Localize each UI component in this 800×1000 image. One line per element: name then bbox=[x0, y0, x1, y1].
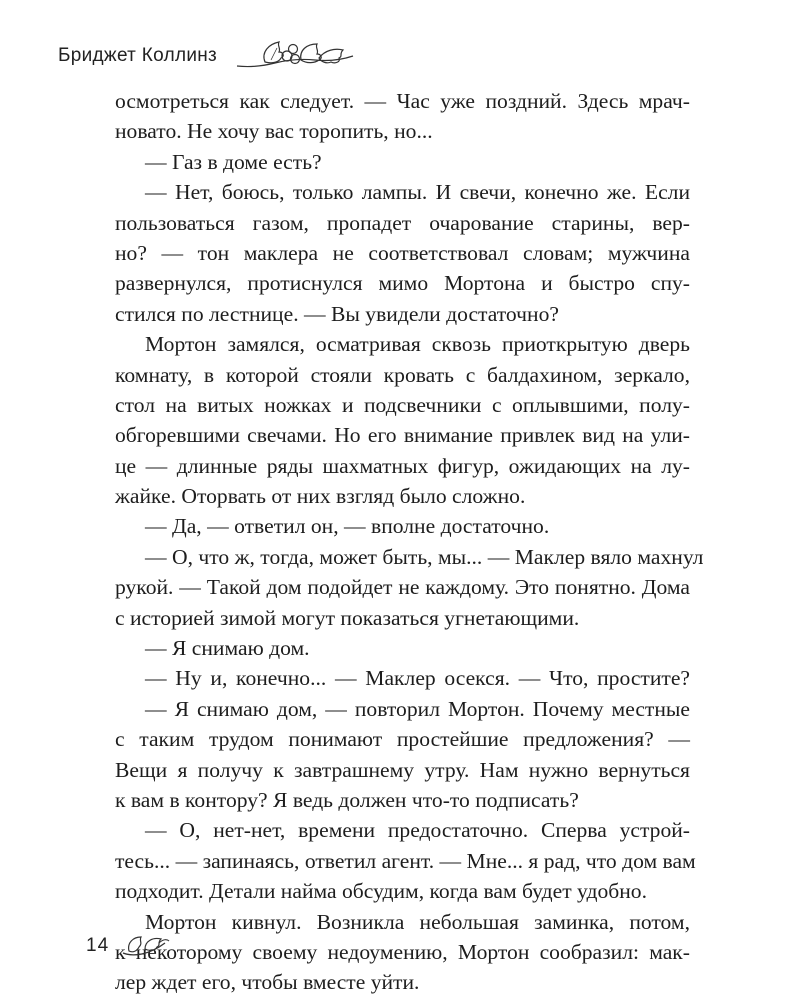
text-line: — Нет, боюсь, только лампы. И свечи, конечно же. Если bbox=[145, 180, 690, 205]
text-line: к некоторому своему недоумению, Мортон сообразил: мак- bbox=[115, 939, 690, 964]
holly-sprig-icon bbox=[235, 36, 357, 76]
text-line: — О, что ж, тогда, может быть, мы... — Маклер вяло махнул bbox=[145, 544, 704, 569]
text-line: но? — тон маклера не соответствовал словам; мужчина bbox=[115, 240, 690, 265]
text-line: — Ну и, конечно... — Маклер осекся. — Что, простите? bbox=[145, 666, 690, 691]
text-line: — О, нет-нет, времени предостаточно. Сперва устрой- bbox=[145, 818, 690, 843]
text-line: развернулся, протиснулся мимо Мортона и быстро спу- bbox=[115, 271, 690, 296]
text-line: — Я снимаю дом, — повторил Мортон. Почему местные bbox=[145, 696, 690, 721]
text-line: подходит. Детали найма обсудим, когда вам будет удобно. bbox=[115, 879, 647, 904]
text-line: с историей зимой могут показаться угнетающими. bbox=[115, 605, 580, 630]
body-text bbox=[115, 86, 704, 998]
text-line: осмотреться как следует. — Час уже поздний. Здесь мрач- bbox=[115, 89, 690, 113]
text-line: стился по лестнице. — Вы увидели достаточно? bbox=[115, 301, 559, 326]
text-line: рукой. — Такой дом подойдет не каждому. Это понятно. Дома bbox=[115, 575, 690, 600]
text-line: комнату, в которой стояли кровать с балдахином, зеркало, bbox=[115, 362, 690, 387]
text-line: — Я снимаю дом. bbox=[145, 636, 310, 661]
page-footer bbox=[86, 928, 171, 964]
text-line: стол на витых ножках и подсвечники с оплывшими, полу- bbox=[115, 392, 690, 417]
text-line: пользоваться газом, пропадет очарование старины, вер- bbox=[115, 210, 690, 235]
text-line: с таким трудом понимают простейшие предложения? — bbox=[115, 727, 690, 752]
text-line: Мортон замялся, осматривая сквозь приоткрытую дверь bbox=[145, 332, 690, 357]
text-line: це — длинные ряды шахматных фигур, ожидающих на лу- bbox=[115, 453, 690, 478]
page-number: 14 bbox=[86, 935, 110, 956]
text-line: лер ждет его, чтобы вместе уйти. bbox=[115, 970, 420, 995]
text-line: — Газ в доме есть? bbox=[145, 149, 322, 174]
author-name: Бриджет Коллинз bbox=[58, 45, 218, 66]
text-line: — Да, — ответил он, — вполне достаточно. bbox=[145, 514, 550, 539]
running-head bbox=[58, 36, 357, 76]
text-line: обгоревшими свечами. Но его внимание привлек вид на ули- bbox=[115, 423, 690, 448]
text-line: новато. Не хочу вас торопить, но... bbox=[115, 119, 433, 144]
text-line: Мортон кивнул. Возникла небольшая заминка, потом, bbox=[145, 909, 690, 934]
text-line: тесь... — запинаясь, ответил агент. — Мне... я рад, что дом вам bbox=[115, 848, 696, 873]
leaf-flourish-icon bbox=[119, 931, 171, 961]
text-line: к вам в контору? Я ведь должен что-то подписать? bbox=[115, 787, 579, 812]
text-line: жайке. Оторвать от них взгляд было сложно. bbox=[115, 484, 526, 509]
text-line: Вещи я получу к завтрашнему утру. Нам нужно вернуться bbox=[115, 757, 690, 782]
